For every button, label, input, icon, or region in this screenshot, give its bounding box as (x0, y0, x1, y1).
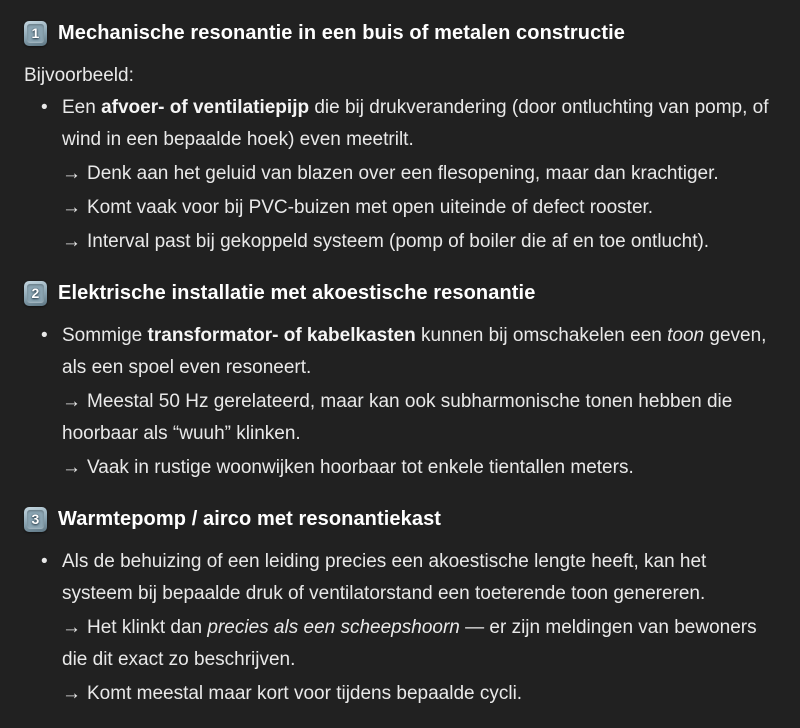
text-segment: Als de behuizing of een leiding precies een akoestische lengte heeft, kan het systeem bij bepaalde druk of ventilatorstand een toeterende toon genereren. (62, 551, 707, 604)
text-segment: Sommige (62, 325, 148, 346)
list-item (24, 546, 776, 710)
arrow-icon: → (62, 457, 81, 478)
bullet-list (24, 92, 776, 258)
list-item (24, 92, 776, 258)
text-segment: geven, als een spoel even resoneert. (62, 325, 767, 378)
section-2 (24, 280, 776, 484)
text-segment: Denk aan het geluid van blazen over een flesopening, maar dan krachtiger. (87, 163, 719, 184)
text-segment: toon (667, 325, 705, 346)
bullet-icon: • (41, 551, 48, 572)
keycap-number-icon (24, 507, 47, 532)
arrow-note (62, 612, 776, 676)
arrow-icon: → (62, 617, 81, 638)
keycap-face (27, 284, 44, 303)
arrow-note (62, 158, 776, 190)
bullet-icon: • (41, 325, 48, 346)
list-item (24, 320, 776, 484)
arrow-note (62, 678, 776, 710)
keycap-number-icon (24, 21, 47, 46)
section-heading (24, 280, 776, 306)
arrow-icon: → (62, 231, 81, 252)
arrow-icon: → (62, 683, 81, 704)
arrow-note (62, 452, 776, 484)
text-segment: Komt vaak voor bij PVC-buizen met open uiteinde of defect rooster. (87, 197, 654, 218)
section-title: Warmtepomp / airco met resonantiekast (58, 508, 442, 530)
arrow-note (62, 226, 776, 258)
arrow-icon: → (62, 163, 81, 184)
intro-text: Bijvoorbeeld: (24, 65, 134, 86)
section-heading (24, 20, 776, 46)
text-segment: Interval past bij gekoppeld systeem (pomp of boiler die af en toe ontlucht). (87, 231, 710, 252)
bullet-text (62, 546, 776, 610)
keycap-face (27, 24, 44, 43)
arrow-note (62, 192, 776, 224)
text-segment: Vaak in rustige woonwijken hoorbaar tot enkele tientallen meters. (87, 457, 634, 478)
keycap-digit: 1 (31, 25, 40, 41)
bullet-text (62, 320, 776, 384)
text-segment: Meestal 50 Hz gerelateerd, maar kan ook subharmonische tonen hebben die hoorbaar als “wuuh” klinken. (62, 391, 733, 444)
text-segment: — er zijn meldingen van bewoners die dit exact zo beschrijven. (62, 617, 757, 670)
text-segment: afvoer- of ventilatiepijp (101, 97, 310, 118)
arrow-note (62, 386, 776, 450)
section-heading (24, 506, 776, 532)
keycap-number-icon (24, 281, 47, 306)
keycap-digit: 3 (31, 511, 40, 527)
bullet-list (24, 546, 776, 710)
text-segment: transformator- of kabelkasten (147, 325, 416, 346)
keycap-face (27, 510, 44, 529)
section-3 (24, 506, 776, 710)
text-segment: kunnen bij omschakelen een (415, 325, 668, 346)
text-segment: Een (62, 97, 102, 118)
section-title: Elektrische installatie met akoestische resonantie (58, 282, 536, 304)
arrow-icon: → (62, 197, 81, 218)
text-segment: Komt meestal maar kort voor tijdens bepaalde cycli. (87, 683, 523, 704)
arrow-icon: → (62, 391, 81, 412)
text-segment: precies als een scheepshoorn (207, 617, 460, 638)
text-segment: Het klinkt dan (87, 617, 208, 638)
bullet-list (24, 320, 776, 484)
bullet-text (62, 92, 776, 156)
text-segment: die bij drukverandering (door ontluchting van pomp, of wind in een bepaalde hoek) even meetrilt. (62, 97, 769, 150)
keycap-digit: 2 (31, 285, 40, 301)
bullet-icon: • (41, 97, 48, 118)
section-title: Mechanische resonantie in een buis of metalen constructie (58, 22, 625, 44)
section-1 (24, 20, 776, 258)
